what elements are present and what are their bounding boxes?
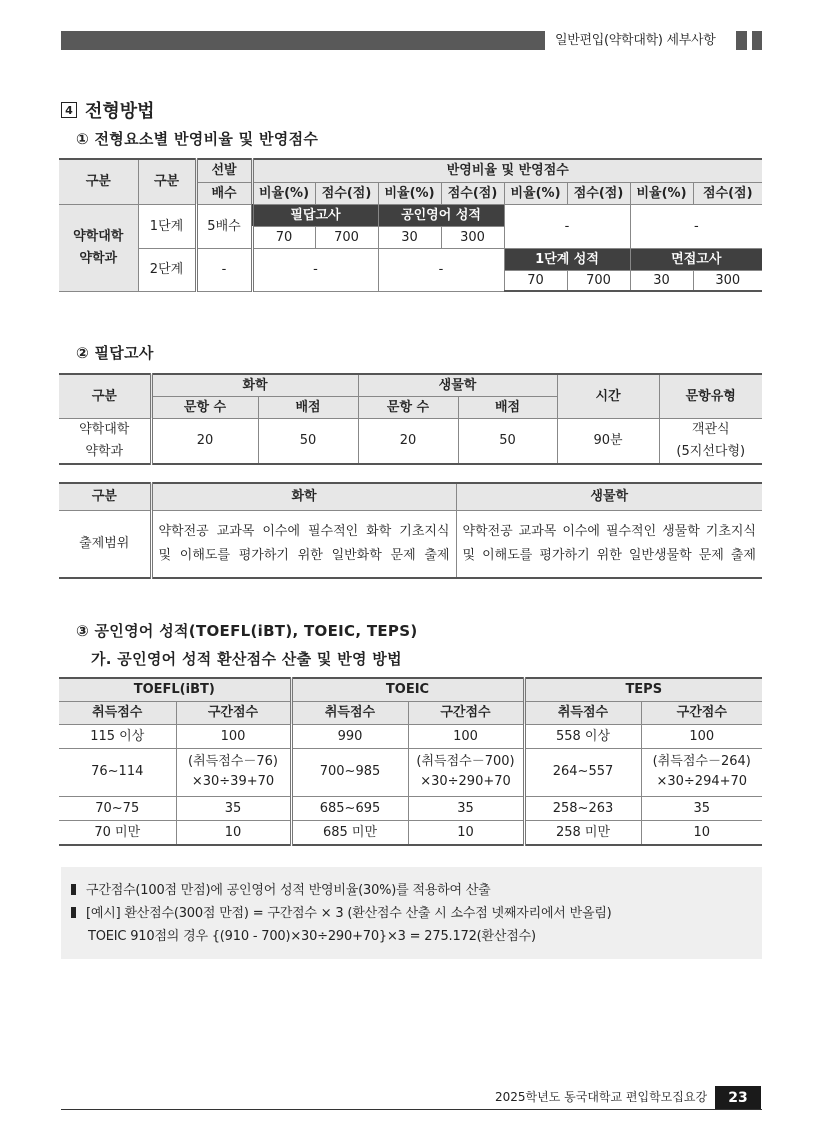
score-cell: 685 미만 bbox=[291, 820, 408, 845]
page-number: 23 bbox=[715, 1086, 761, 1109]
score-cell: 70 미만 bbox=[59, 820, 176, 845]
score-cell: 685~695 bbox=[291, 796, 408, 820]
header-cell: 점수(점) bbox=[315, 182, 378, 204]
stage-cell: 1단계 bbox=[138, 204, 196, 248]
value-cell: 700 bbox=[315, 226, 378, 248]
stage-cell: 2단계 bbox=[138, 248, 196, 291]
note-text: [예시] 환산점수(300점 만점) = 구간점수 × 3 (환산점수 산출 시 소수점 넷째자리에서 반올림) bbox=[86, 906, 612, 921]
bullet-icon bbox=[71, 884, 76, 895]
score-cell: 990 bbox=[291, 724, 408, 748]
dept-name-1: 약학대학 bbox=[79, 421, 130, 437]
header-cell: 반영비율 및 반영점수 bbox=[252, 159, 762, 182]
type-cell bbox=[659, 418, 762, 464]
score-cell: 258~263 bbox=[524, 796, 641, 820]
formula-cell bbox=[408, 748, 524, 796]
score-cell: 10 bbox=[408, 820, 524, 845]
header-cell: 구분 bbox=[59, 483, 151, 510]
scope-line: 및 이해도를 평가하기 위한 일반생물학 문제 출제 bbox=[462, 547, 756, 563]
sub-heading-3a: 가. 공인영어 성적 환산점수 산출 및 반영 방법 bbox=[91, 650, 402, 668]
score-cell: 258 미만 bbox=[524, 820, 641, 845]
header-cell: 점수(점) bbox=[693, 182, 762, 204]
header-title: 일반편입(약학대학) 세부사항 bbox=[555, 33, 716, 48]
value-cell: 70 bbox=[504, 270, 567, 291]
header-cell: 비율(%) bbox=[378, 182, 441, 204]
note-box bbox=[61, 867, 762, 959]
selection-ratio-table bbox=[59, 158, 762, 292]
header-cell: 문항 수 bbox=[151, 396, 258, 418]
header-cell: 구분 bbox=[138, 159, 196, 204]
score-cell: 10 bbox=[641, 820, 762, 845]
header-square bbox=[752, 31, 762, 50]
header-cell: 생물학 bbox=[358, 374, 557, 396]
test-header: TOEIC bbox=[291, 678, 524, 701]
score-cell: 100 bbox=[641, 724, 762, 748]
header-cell: 생물학 bbox=[456, 483, 762, 510]
type-line-2: (5지선다형) bbox=[676, 443, 746, 459]
header-cell: 화학 bbox=[151, 483, 456, 510]
formula-cell bbox=[641, 748, 762, 796]
score-cell: 70~75 bbox=[59, 796, 176, 820]
score-cell: 35 bbox=[641, 796, 762, 820]
formula-line: ×30÷290+70 bbox=[420, 774, 511, 789]
score-cell: 35 bbox=[408, 796, 524, 820]
scope-line: 및 이해도를 평가하기 위한 일반화학 문제 출제 bbox=[158, 547, 450, 563]
dash-cell: - bbox=[378, 248, 504, 291]
formula-line: (취득점수－76) bbox=[188, 754, 278, 769]
header-cell: 구간점수 bbox=[641, 701, 762, 724]
header-cell: 화학 bbox=[151, 374, 358, 396]
header-cell: 구간점수 bbox=[176, 701, 291, 724]
formula-line: (취득점수－700) bbox=[416, 754, 515, 769]
written-exam-header: 필답고사 bbox=[252, 204, 378, 226]
english-score-table bbox=[59, 677, 762, 846]
value-cell: 90분 bbox=[557, 418, 659, 464]
header-cell: 문항유형 bbox=[659, 374, 762, 418]
score-cell: 35 bbox=[176, 796, 291, 820]
header-cell: 구간점수 bbox=[408, 701, 524, 724]
english-score-header: 공인영어 성적 bbox=[378, 204, 504, 226]
score-cell: 76~114 bbox=[59, 748, 176, 796]
footer-line bbox=[61, 1109, 762, 1110]
test-header: TEPS bbox=[524, 678, 762, 701]
dept-name-1: 약학대학 bbox=[73, 228, 124, 244]
header-square bbox=[736, 31, 747, 50]
header-cell: 비율(%) bbox=[630, 182, 693, 204]
test-header: TOEFL(iBT) bbox=[59, 678, 291, 701]
score-cell: 100 bbox=[176, 724, 291, 748]
dash-cell: - bbox=[504, 204, 630, 248]
score-cell: 10 bbox=[176, 820, 291, 845]
dash-cell: - bbox=[252, 248, 378, 291]
note-line bbox=[71, 902, 762, 925]
score-cell: 115 이상 bbox=[59, 724, 176, 748]
header-cell: 구분 bbox=[59, 159, 138, 204]
value-cell: 50 bbox=[458, 418, 557, 464]
header-cell: 취득점수 bbox=[291, 701, 408, 724]
bullet-icon bbox=[71, 907, 76, 918]
score-cell: 700~985 bbox=[291, 748, 408, 796]
dept-cell bbox=[59, 418, 151, 464]
value-cell: 70 bbox=[252, 226, 315, 248]
multiple-cell: 5배수 bbox=[196, 204, 252, 248]
value-cell: 300 bbox=[693, 270, 762, 291]
dept-name-2: 약학과 bbox=[85, 443, 124, 459]
header-cell: 점수(점) bbox=[441, 182, 504, 204]
header-cell: 시간 bbox=[557, 374, 659, 418]
header-cell: 점수(점) bbox=[567, 182, 630, 204]
dash-cell: - bbox=[196, 248, 252, 291]
sub-heading-3: ③ 공인영어 성적(TOEFL(iBT), TOEIC, TEPS) bbox=[76, 622, 418, 640]
dash-cell: - bbox=[630, 204, 762, 248]
note-line bbox=[71, 879, 762, 902]
dept-cell bbox=[59, 204, 138, 291]
chem-scope-cell bbox=[151, 510, 456, 578]
formula-line: (취득점수－264) bbox=[652, 754, 751, 769]
section-heading bbox=[61, 97, 155, 123]
header-cell: 배수 bbox=[196, 182, 252, 204]
row-label: 출제범위 bbox=[59, 510, 151, 578]
sub-heading-2: ② 필답고사 bbox=[76, 344, 154, 362]
value-cell: 30 bbox=[378, 226, 441, 248]
score-cell: 100 bbox=[408, 724, 524, 748]
bio-scope-cell bbox=[456, 510, 762, 578]
formula-line: ×30÷39+70 bbox=[191, 774, 275, 789]
value-cell: 700 bbox=[567, 270, 630, 291]
score-cell: 264~557 bbox=[524, 748, 641, 796]
header-bar bbox=[61, 31, 545, 50]
section-title: 전형방법 bbox=[85, 101, 155, 122]
exam-scope-table bbox=[59, 482, 762, 579]
sub-heading-1: ① 전형요소별 반영비율 및 반영점수 bbox=[76, 130, 319, 148]
header-cell: 배점 bbox=[258, 396, 358, 418]
formula-cell bbox=[176, 748, 291, 796]
written-exam-table bbox=[59, 373, 762, 465]
interview-header: 면접고사 bbox=[630, 248, 762, 270]
formula-line: ×30÷294+70 bbox=[656, 774, 748, 789]
header-cell: 취득점수 bbox=[524, 701, 641, 724]
header-cell: 취득점수 bbox=[59, 701, 176, 724]
value-cell: 20 bbox=[358, 418, 458, 464]
dept-name-2: 약학과 bbox=[79, 250, 118, 266]
note-text: TOEIC 910점의 경우 {(910 - 700)×30÷290+70}×3 = 275.172(환산점수) bbox=[88, 929, 536, 944]
header-cell: 비율(%) bbox=[504, 182, 567, 204]
header-cell: 구분 bbox=[59, 374, 151, 418]
value-cell: 300 bbox=[441, 226, 504, 248]
header-cell: 배점 bbox=[458, 396, 557, 418]
scope-line: 약학전공 교과목 이수에 필수적인 생물학 기초지식 bbox=[462, 523, 756, 539]
note-text: 구간점수(100점 만점)에 공인영어 성적 반영비율(30%)를 적용하여 산출 bbox=[86, 883, 491, 898]
header-cell: 문항 수 bbox=[358, 396, 458, 418]
header-cell: 선발 bbox=[196, 159, 252, 182]
type-line-1: 객관식 bbox=[691, 421, 730, 437]
footer-text: 2025학년도 동국대학교 편입학모집요강 bbox=[495, 1090, 708, 1104]
value-cell: 20 bbox=[151, 418, 258, 464]
score-cell: 558 이상 bbox=[524, 724, 641, 748]
header-cell: 비율(%) bbox=[252, 182, 315, 204]
value-cell: 50 bbox=[258, 418, 358, 464]
section-number: 4 bbox=[61, 102, 77, 118]
value-cell: 30 bbox=[630, 270, 693, 291]
stage1-result-header: 1단계 성적 bbox=[504, 248, 630, 270]
note-line bbox=[71, 925, 762, 948]
scope-line: 약학전공 교과목 이수에 필수적인 화학 기초지식 bbox=[158, 523, 450, 539]
